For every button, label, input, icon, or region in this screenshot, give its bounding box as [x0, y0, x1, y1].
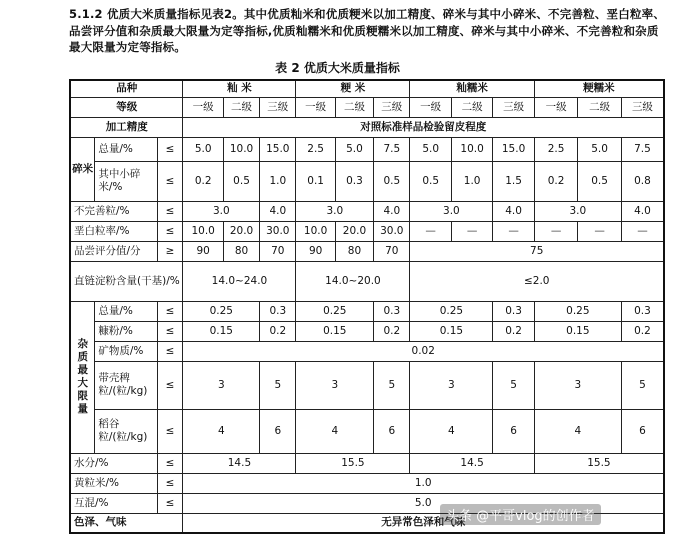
husk-label: 带壳稗粒/(粒/kg) [95, 361, 157, 409]
variety-label: 品种 [70, 80, 183, 97]
grade-label: 等级 [70, 97, 183, 117]
value-cell: 90 [296, 241, 335, 261]
value-cell: 0.02 [183, 341, 664, 361]
variety-indica-glutinous: 籼糯米 [410, 80, 534, 97]
grade: 一级 [534, 97, 578, 117]
value-cell: 0.15 [410, 321, 493, 341]
broken-total-row [70, 137, 664, 161]
impurity-group-text: 杂质最大限量 [77, 338, 88, 415]
processing-value: 对照标准样品检验留皮程度 [183, 117, 664, 137]
grade: 二级 [335, 97, 373, 117]
le-sign: ≤ [157, 493, 183, 513]
value-cell: 2.5 [534, 137, 578, 161]
intro-paragraph: 5.1.2 优质大米质量指标见表2。其中优质籼米和优质粳米以加工精度、碎米与其中小碎米、不完善粒、垩白粒率、品尝评分值和杂质最大限量为定等指标,优质籼糯米和优质粳糯米以加工精度、碎米与其中小碎米、不完善粒和杂质最大限量为定等指标。 [69, 7, 666, 54]
grade: 一级 [410, 97, 451, 117]
husk-row [70, 361, 664, 409]
value-cell: 0.5 [410, 161, 451, 201]
value-cell: 6 [493, 409, 534, 453]
value-cell: 4 [410, 409, 493, 453]
mixed-label: 互混/% [70, 493, 157, 513]
imperfect-label: 不完善粒/% [70, 201, 157, 221]
dash-cell: — [451, 221, 492, 241]
value-cell: 3.0 [296, 201, 374, 221]
value-cell: 0.2 [183, 161, 223, 201]
le-sign: ≤ [157, 453, 183, 473]
value-cell: 0.3 [335, 161, 373, 201]
value-cell: 14.0~20.0 [296, 261, 410, 301]
value-cell: 0.15 [534, 321, 621, 341]
value-cell: 1.0 [183, 473, 664, 493]
moisture-row [70, 453, 664, 473]
value-cell: 7.5 [621, 137, 664, 161]
value-cell: 5 [374, 361, 410, 409]
le-sign: ≤ [157, 473, 183, 493]
dash-cell: — [578, 221, 622, 241]
value-cell: 1.5 [493, 161, 534, 201]
processing-row [70, 117, 664, 137]
amylose-label: 直链淀粉含量(干基)/% [70, 261, 183, 301]
processing-label: 加工精度 [70, 117, 183, 137]
value-cell: 0.2 [493, 321, 534, 341]
value-cell: 10.0 [183, 221, 223, 241]
grade: 二级 [578, 97, 622, 117]
color-label: 色泽、气味 [70, 513, 183, 533]
watermark: 头条 @平哥vlog的创作者 [440, 504, 601, 525]
value-cell: 6 [621, 409, 664, 453]
value-cell: 30.0 [374, 221, 410, 241]
value-cell: 20.0 [335, 221, 373, 241]
grade: 二级 [223, 97, 259, 117]
le-sign: ≤ [157, 409, 183, 453]
value-cell: 1.0 [451, 161, 492, 201]
value-cell: 3.0 [410, 201, 493, 221]
value-cell: 6 [260, 409, 296, 453]
paddy-row [70, 409, 664, 453]
variety-japonica: 粳 米 [296, 80, 410, 97]
value-cell: 30.0 [260, 221, 296, 241]
value-cell: 4 [534, 409, 621, 453]
le-sign: ≤ [157, 137, 183, 161]
value-cell: 3 [410, 361, 493, 409]
value-cell: 0.2 [534, 161, 578, 201]
paddy-label: 稻谷粒/(粒/kg) [95, 409, 157, 453]
grade-row [70, 97, 664, 117]
value-cell: 5.0 [578, 137, 622, 161]
value-cell: 5.0 [335, 137, 373, 161]
mineral-row [70, 341, 664, 361]
dash-cell: — [621, 221, 664, 241]
value-cell: 0.8 [621, 161, 664, 201]
taste-row [70, 241, 664, 261]
value-cell: 0.3 [260, 301, 296, 321]
mineral-label: 矿物质/% [95, 341, 157, 361]
grade: 三级 [374, 97, 410, 117]
value-cell: 0.25 [534, 301, 621, 321]
le-sign: ≤ [157, 221, 183, 241]
bran-row [70, 321, 664, 341]
value-cell: 0.25 [296, 301, 374, 321]
value-cell: 0.5 [578, 161, 622, 201]
impurity-group-label [70, 301, 95, 453]
value-cell: ≤2.0 [410, 261, 664, 301]
value-cell: 0.2 [374, 321, 410, 341]
value-cell: 14.5 [410, 453, 534, 473]
taste-label: 品尝评分值/分 [70, 241, 157, 261]
yellow-row [70, 473, 664, 493]
le-sign: ≤ [157, 301, 183, 321]
le-sign: ≤ [157, 361, 183, 409]
impurity-total-label: 总量/% [95, 301, 157, 321]
le-sign: ≤ [157, 321, 183, 341]
variety-japonica-glutinous: 粳糯米 [534, 80, 664, 97]
value-cell: 5 [493, 361, 534, 409]
value-cell: 3.0 [183, 201, 260, 221]
value-cell: 5.0 [183, 137, 223, 161]
value-cell: 1.0 [260, 161, 296, 201]
value-cell: 0.25 [183, 301, 260, 321]
value-cell: 0.15 [183, 321, 260, 341]
value-cell: 90 [183, 241, 223, 261]
value-cell: 20.0 [223, 221, 259, 241]
value-cell: 10.0 [223, 137, 259, 161]
grade: 一级 [183, 97, 223, 117]
value-cell: 无异常色泽和气味 [183, 513, 664, 533]
value-cell: 7.5 [374, 137, 410, 161]
moisture-label: 水分/% [70, 453, 157, 473]
value-cell: 5 [260, 361, 296, 409]
value-cell: 0.25 [410, 301, 493, 321]
value-cell: 0.1 [296, 161, 335, 201]
value-cell: 15.0 [260, 137, 296, 161]
value-cell: 5.0 [183, 493, 664, 513]
grade: 二级 [451, 97, 492, 117]
variety-row [70, 80, 664, 97]
value-cell: 0.2 [260, 321, 296, 341]
value-cell: 4 [296, 409, 374, 453]
dash-cell: — [493, 221, 534, 241]
chalky-label: 垩白粒率/% [70, 221, 157, 241]
chalky-row [70, 221, 664, 241]
small-broken-label: 其中小碎米/% [95, 161, 157, 201]
value-cell: 4.0 [493, 201, 534, 221]
grade: 三级 [621, 97, 664, 117]
broken-group-label: 碎米 [70, 137, 95, 201]
value-cell: 10.0 [451, 137, 492, 161]
value-cell: 0.5 [223, 161, 259, 201]
value-cell: 4.0 [260, 201, 296, 221]
impurity-total-row [70, 301, 664, 321]
value-cell: 70 [374, 241, 410, 261]
value-cell: 80 [335, 241, 373, 261]
value-cell: 4 [183, 409, 260, 453]
bran-label: 糠粉/% [95, 321, 157, 341]
le-sign: ≤ [157, 201, 183, 221]
grade: 三级 [260, 97, 296, 117]
grade: 一级 [296, 97, 335, 117]
le-sign: ≤ [157, 161, 183, 201]
value-cell: 5 [621, 361, 664, 409]
value-cell: 0.15 [296, 321, 374, 341]
value-cell: 4.0 [374, 201, 410, 221]
yellow-label: 黄粒米/% [70, 473, 157, 493]
small-broken-row [70, 161, 664, 201]
amylose-row [70, 261, 664, 301]
le-sign: ≤ [157, 341, 183, 361]
value-cell: 0.3 [621, 301, 664, 321]
value-cell: 2.5 [296, 137, 335, 161]
value-cell: 3.0 [534, 201, 621, 221]
value-cell: 0.3 [374, 301, 410, 321]
imperfect-row [70, 201, 664, 221]
table-caption: 表 2 优质大米质量指标 [275, 61, 400, 75]
value-cell: 3 [183, 361, 260, 409]
value-cell: 15.0 [493, 137, 534, 161]
variety-indica: 籼 米 [183, 80, 296, 97]
dash-cell: — [534, 221, 578, 241]
value-cell: 0.5 [374, 161, 410, 201]
quality-table [69, 79, 665, 534]
dash-cell: — [410, 221, 451, 241]
value-cell: 15.5 [534, 453, 664, 473]
value-cell: 10.0 [296, 221, 335, 241]
value-cell: 5.0 [410, 137, 451, 161]
value-cell: 0.3 [493, 301, 534, 321]
value-cell: 15.5 [296, 453, 410, 473]
value-cell: 6 [374, 409, 410, 453]
value-cell: 0.2 [621, 321, 664, 341]
ge-sign: ≥ [157, 241, 183, 261]
value-cell: 14.5 [183, 453, 296, 473]
value-cell: 3 [534, 361, 621, 409]
value-cell: 80 [223, 241, 259, 261]
value-cell: 14.0~24.0 [183, 261, 296, 301]
grade: 三级 [493, 97, 534, 117]
value-cell: 3 [296, 361, 374, 409]
value-cell: 70 [260, 241, 296, 261]
value-cell: 75 [410, 241, 664, 261]
broken-total-label: 总量/% [95, 137, 157, 161]
value-cell: 4.0 [621, 201, 664, 221]
